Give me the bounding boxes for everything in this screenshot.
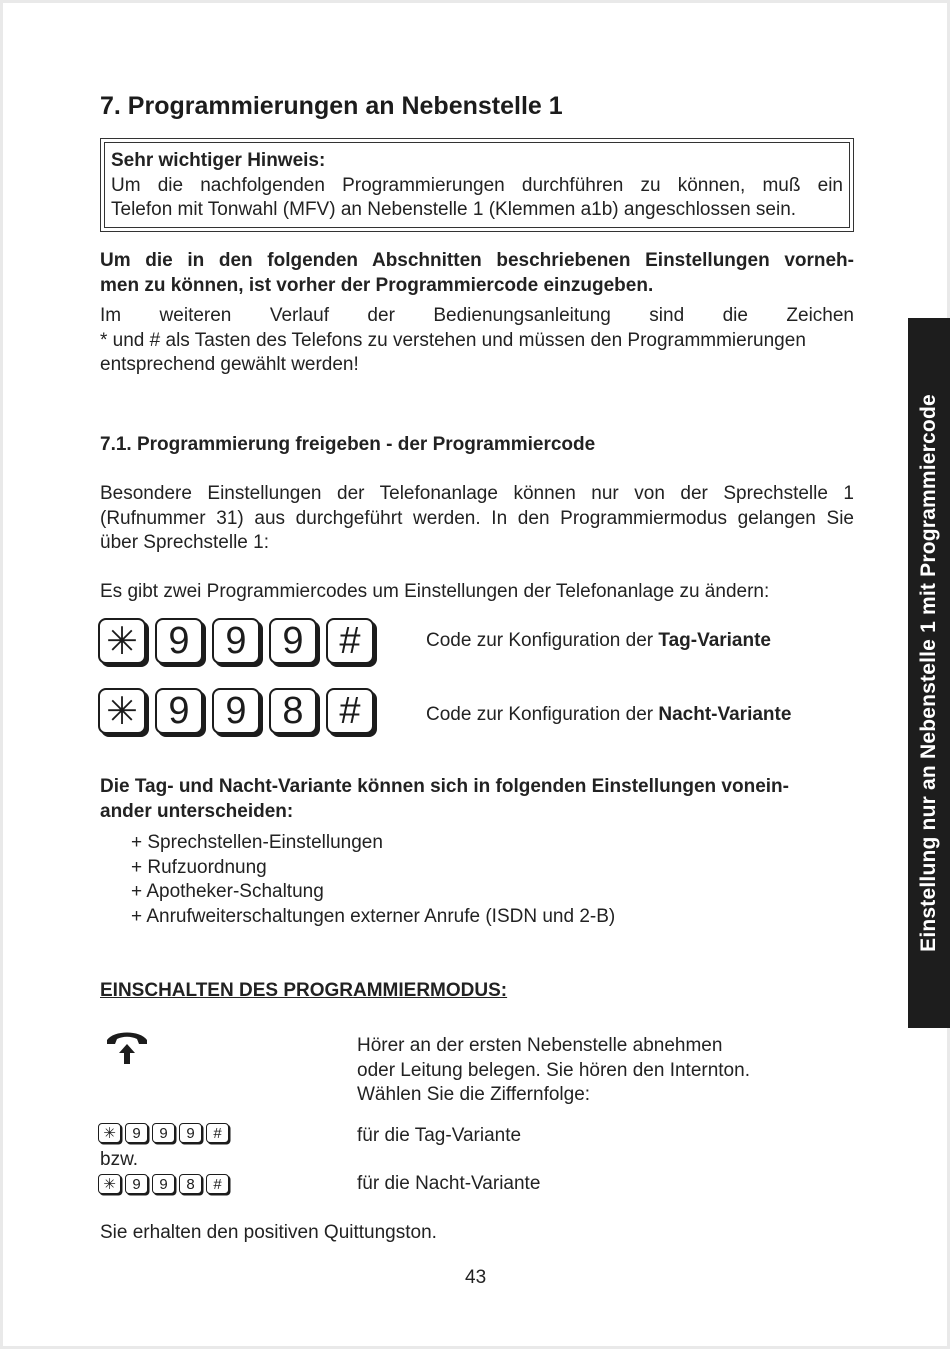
notice-line-2: Telefon mit Tonwahl (MFV) an Nebenstelle 1 (Klemmen a1b) angeschlossen sein. [111, 199, 797, 220]
night-code-keys-small [98, 1174, 233, 1194]
hash-key: # [326, 688, 374, 734]
star-key: ✳ [98, 1174, 121, 1194]
differences-block [100, 775, 854, 824]
notice-box [100, 138, 854, 232]
handset-lift-icon [104, 1030, 150, 1066]
section-7-1-line-1: Besondere Einstellungen der Telefonanlage können nur von der Sprechstelle 1 [100, 483, 854, 504]
step-1-line-2: oder Leitung belegen. Sie hören den Internton. [357, 1059, 750, 1081]
digit-key: 9 [269, 618, 317, 664]
chapter-sidebar-tab [908, 318, 950, 1028]
digit-key: 9 [152, 1123, 175, 1143]
day-code-keys [98, 618, 383, 664]
night-code-text: Code zur Konfiguration der [426, 704, 659, 725]
night-variant-desc: für die Nacht-Variante [357, 1173, 541, 1194]
star-key: ✳ [98, 618, 146, 664]
digit-key: 9 [125, 1123, 148, 1143]
section-heading-7-1: 7.1. Programmierung freigeben - der Programmiercode [100, 434, 596, 455]
intro-line-2: * und # als Tasten des Telefons zu verstehen und müssen den Programmmierungen [100, 329, 806, 351]
list-item: + Apotheker-Schaltung [131, 881, 324, 902]
hash-key: # [326, 618, 374, 664]
list-item: + Anrufweiterschaltungen externer Anrufe (ISDN und 2-B) [131, 905, 616, 927]
differences-bold-line-1: Die Tag- und Nacht-Variante können sich in folgenden Einstellungen vonein- [100, 776, 789, 797]
digit-key: 9 [155, 618, 203, 664]
night-code-description [426, 703, 791, 728]
digit-key: 9 [212, 688, 260, 734]
intro-bold-line-2: men zu können, ist vorher der Programmiercode einzugeben. [100, 274, 654, 296]
confirmation-text: Sie erhalten den positiven Quittungston. [100, 1222, 437, 1243]
sidebar-label: Einstellung nur an Nebenstelle 1 mit Programmiercode [917, 394, 940, 952]
digit-key: 9 [155, 688, 203, 734]
night-code-keys [98, 688, 383, 734]
digit-key: 9 [179, 1123, 202, 1143]
page-number: 43 [465, 1267, 487, 1288]
digit-key: 8 [269, 688, 317, 734]
hash-key: # [206, 1174, 229, 1194]
section-7-1-line-3: über Sprechstelle 1: [100, 532, 269, 553]
section-7-1-paragraph [100, 482, 854, 556]
codes-intro: Es gibt zwei Programmiercodes um Einstellungen der Telefonanlage zu ändern: [100, 581, 770, 602]
digit-key: 9 [125, 1174, 148, 1194]
star-key: ✳ [98, 688, 146, 734]
intro-block [100, 249, 854, 378]
step-1-line-3: Wählen Sie die Ziffernfolge: [357, 1084, 591, 1105]
intro-line-1: Im weiteren Verlauf der Bedienungsanleitung sind die Zeichen [100, 305, 854, 326]
notice-line-1: Um die nachfolgenden Programmierungen durchführen zu können, muß ein [111, 174, 843, 196]
day-variant-label: Tag-Variante [658, 630, 772, 651]
hash-key: # [206, 1123, 229, 1143]
day-variant-desc: für die Tag-Variante [357, 1125, 522, 1146]
differences-list [131, 831, 615, 929]
page-title: 7. Programmierungen an Nebenstelle 1 [100, 92, 563, 120]
night-variant-label: Nacht-Variante [658, 704, 792, 725]
differences-bold-line-2: ander unterscheiden: [100, 800, 294, 822]
section-7-1-line-2: (Rufnummer 31) aus durchgeführt werden. In den Programmiermodus gelangen Sie [100, 507, 854, 529]
list-item: + Sprechstellen-Einstellungen [131, 832, 383, 853]
digit-key: 9 [212, 618, 260, 664]
day-code-keys-small [98, 1123, 233, 1143]
notice-heading: Sehr wichtiger Hinweis: [111, 150, 326, 171]
digit-key: 9 [152, 1174, 175, 1194]
digit-key: 8 [179, 1174, 202, 1194]
intro-line-3: entsprechend gewählt werden! [100, 354, 359, 375]
or-label: bzw. [100, 1149, 139, 1170]
list-item: + Rufzuordnung [131, 856, 267, 878]
einschalten-heading: EINSCHALTEN DES PROGRAMMIERMODUS: [100, 980, 508, 1001]
day-code-text: Code zur Konfiguration der [426, 630, 659, 651]
day-code-description [426, 629, 771, 654]
star-key: ✳ [98, 1123, 121, 1143]
intro-bold-line-1: Um die in den folgenden Abschnitten beschriebenen Einstellungen vorneh- [100, 250, 854, 271]
step-1-line-1: Hörer an der ersten Nebenstelle abnehmen [357, 1035, 723, 1056]
step-1-text [357, 1034, 750, 1108]
